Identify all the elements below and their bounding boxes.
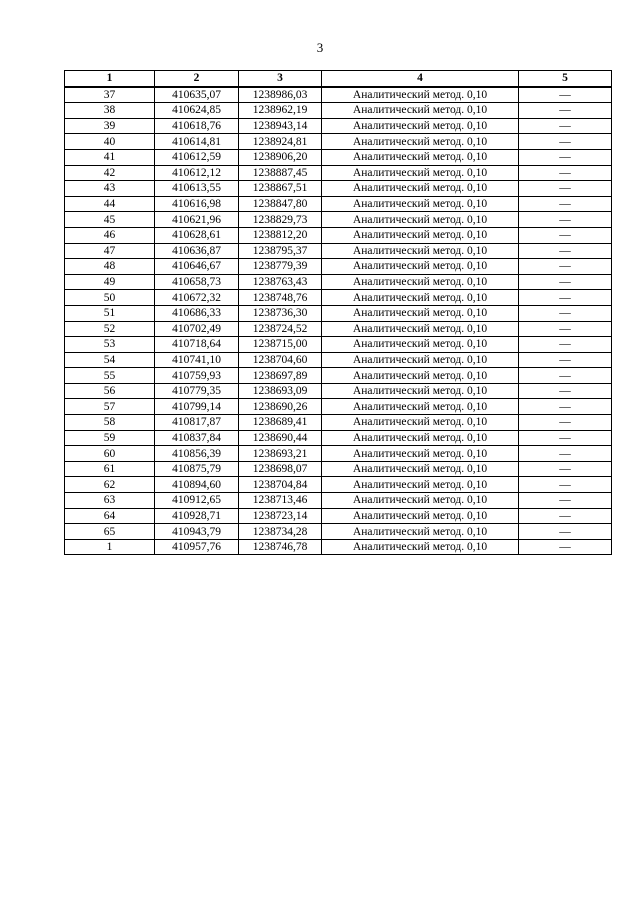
note-cell: — xyxy=(519,118,612,134)
point-number-cell: 50 xyxy=(65,290,155,306)
note-cell: — xyxy=(519,181,612,197)
x-coordinate-cell: 410612,59 xyxy=(155,149,239,165)
y-coordinate-cell: 1238779,39 xyxy=(239,259,322,275)
y-coordinate-cell: 1238847,80 xyxy=(239,196,322,212)
x-coordinate-cell: 410943,79 xyxy=(155,524,239,540)
y-coordinate-cell: 1238734,28 xyxy=(239,524,322,540)
point-number-cell: 38 xyxy=(65,103,155,119)
table-row xyxy=(65,103,612,119)
x-coordinate-cell: 410741,10 xyxy=(155,352,239,368)
point-number-cell: 55 xyxy=(65,368,155,384)
x-coordinate-cell: 410759,93 xyxy=(155,368,239,384)
point-number-cell: 46 xyxy=(65,227,155,243)
y-coordinate-cell: 1238736,30 xyxy=(239,305,322,321)
note-cell: — xyxy=(519,383,612,399)
method-accuracy-cell: Аналитический метод. 0,10 xyxy=(322,165,519,181)
point-number-cell: 40 xyxy=(65,134,155,150)
note-cell: — xyxy=(519,321,612,337)
note-cell: — xyxy=(519,196,612,212)
table-body xyxy=(65,87,612,555)
method-accuracy-cell: Аналитический метод. 0,10 xyxy=(322,181,519,197)
y-coordinate-cell: 1238693,21 xyxy=(239,446,322,462)
method-accuracy-cell: Аналитический метод. 0,10 xyxy=(322,524,519,540)
table-row xyxy=(65,493,612,509)
coordinates-table xyxy=(64,70,612,555)
method-accuracy-cell: Аналитический метод. 0,10 xyxy=(322,196,519,212)
note-cell: — xyxy=(519,165,612,181)
x-coordinate-cell: 410856,39 xyxy=(155,446,239,462)
point-number-cell: 49 xyxy=(65,274,155,290)
method-accuracy-cell: Аналитический метод. 0,10 xyxy=(322,337,519,353)
method-accuracy-cell: Аналитический метод. 0,10 xyxy=(322,212,519,228)
point-number-cell: 45 xyxy=(65,212,155,228)
x-coordinate-cell: 410621,96 xyxy=(155,212,239,228)
y-coordinate-cell: 1238746,78 xyxy=(239,539,322,555)
y-coordinate-cell: 1238698,07 xyxy=(239,461,322,477)
note-cell: — xyxy=(519,274,612,290)
point-number-cell: 53 xyxy=(65,337,155,353)
header-col-3: 3 xyxy=(239,71,322,87)
x-coordinate-cell: 410612,12 xyxy=(155,165,239,181)
note-cell: — xyxy=(519,368,612,384)
note-cell: — xyxy=(519,524,612,540)
point-number-cell: 54 xyxy=(65,352,155,368)
y-coordinate-cell: 1238723,14 xyxy=(239,508,322,524)
y-coordinate-cell: 1238704,84 xyxy=(239,477,322,493)
note-cell: — xyxy=(519,493,612,509)
y-coordinate-cell: 1238867,51 xyxy=(239,181,322,197)
x-coordinate-cell: 410616,98 xyxy=(155,196,239,212)
y-coordinate-cell: 1238986,03 xyxy=(239,87,322,103)
table-row xyxy=(65,524,612,540)
x-coordinate-cell: 410636,87 xyxy=(155,243,239,259)
point-number-cell: 59 xyxy=(65,430,155,446)
point-number-cell: 52 xyxy=(65,321,155,337)
y-coordinate-cell: 1238829,73 xyxy=(239,212,322,228)
x-coordinate-cell: 410875,79 xyxy=(155,461,239,477)
method-accuracy-cell: Аналитический метод. 0,10 xyxy=(322,539,519,555)
y-coordinate-cell: 1238763,43 xyxy=(239,274,322,290)
table-row xyxy=(65,508,612,524)
x-coordinate-cell: 410635,07 xyxy=(155,87,239,103)
x-coordinate-cell: 410613,55 xyxy=(155,181,239,197)
header-col-1: 1 xyxy=(65,71,155,87)
point-number-cell: 47 xyxy=(65,243,155,259)
method-accuracy-cell: Аналитический метод. 0,10 xyxy=(322,415,519,431)
point-number-cell: 56 xyxy=(65,383,155,399)
point-number-cell: 37 xyxy=(65,87,155,103)
x-coordinate-cell: 410957,76 xyxy=(155,539,239,555)
method-accuracy-cell: Аналитический метод. 0,10 xyxy=(322,399,519,415)
page-number: 3 xyxy=(316,40,324,55)
method-accuracy-cell: Аналитический метод. 0,10 xyxy=(322,274,519,290)
method-accuracy-cell: Аналитический метод. 0,10 xyxy=(322,243,519,259)
y-coordinate-cell: 1238795,37 xyxy=(239,243,322,259)
y-coordinate-cell: 1238887,45 xyxy=(239,165,322,181)
method-accuracy-cell: Аналитический метод. 0,10 xyxy=(322,227,519,243)
note-cell: — xyxy=(519,430,612,446)
note-cell: — xyxy=(519,134,612,150)
note-cell: — xyxy=(519,243,612,259)
x-coordinate-cell: 410718,64 xyxy=(155,337,239,353)
y-coordinate-cell: 1238693,09 xyxy=(239,383,322,399)
method-accuracy-cell: Аналитический метод. 0,10 xyxy=(322,149,519,165)
table-row xyxy=(65,461,612,477)
x-coordinate-cell: 410928,71 xyxy=(155,508,239,524)
table-row xyxy=(65,212,612,228)
note-cell: — xyxy=(519,399,612,415)
y-coordinate-cell: 1238724,52 xyxy=(239,321,322,337)
note-cell: — xyxy=(519,415,612,431)
note-cell: — xyxy=(519,305,612,321)
table-row xyxy=(65,181,612,197)
table-row xyxy=(65,321,612,337)
note-cell: — xyxy=(519,508,612,524)
point-number-cell: 64 xyxy=(65,508,155,524)
y-coordinate-cell: 1238748,76 xyxy=(239,290,322,306)
method-accuracy-cell: Аналитический метод. 0,10 xyxy=(322,430,519,446)
method-accuracy-cell: Аналитический метод. 0,10 xyxy=(322,118,519,134)
method-accuracy-cell: Аналитический метод. 0,10 xyxy=(322,461,519,477)
table-row xyxy=(65,134,612,150)
note-cell: — xyxy=(519,259,612,275)
x-coordinate-cell: 410912,65 xyxy=(155,493,239,509)
x-coordinate-cell: 410672,32 xyxy=(155,290,239,306)
point-number-cell: 62 xyxy=(65,477,155,493)
table-row xyxy=(65,368,612,384)
table-row xyxy=(65,165,612,181)
method-accuracy-cell: Аналитический метод. 0,10 xyxy=(322,508,519,524)
table-row xyxy=(65,539,612,555)
y-coordinate-cell: 1238812,20 xyxy=(239,227,322,243)
table-row xyxy=(65,290,612,306)
table-row xyxy=(65,337,612,353)
y-coordinate-cell: 1238715,00 xyxy=(239,337,322,353)
x-coordinate-cell: 410817,87 xyxy=(155,415,239,431)
method-accuracy-cell: Аналитический метод. 0,10 xyxy=(322,383,519,399)
note-cell: — xyxy=(519,87,612,103)
point-number-cell: 41 xyxy=(65,149,155,165)
note-cell: — xyxy=(519,477,612,493)
y-coordinate-cell: 1238689,41 xyxy=(239,415,322,431)
x-coordinate-cell: 410686,33 xyxy=(155,305,239,321)
note-cell: — xyxy=(519,149,612,165)
note-cell: — xyxy=(519,446,612,462)
table-row xyxy=(65,118,612,134)
table-row xyxy=(65,227,612,243)
note-cell: — xyxy=(519,337,612,353)
point-number-cell: 63 xyxy=(65,493,155,509)
point-number-cell: 61 xyxy=(65,461,155,477)
table-row xyxy=(65,477,612,493)
x-coordinate-cell: 410799,14 xyxy=(155,399,239,415)
header-row xyxy=(65,71,612,87)
point-number-cell: 48 xyxy=(65,259,155,275)
y-coordinate-cell: 1238704,60 xyxy=(239,352,322,368)
table-row xyxy=(65,399,612,415)
method-accuracy-cell: Аналитический метод. 0,10 xyxy=(322,477,519,493)
y-coordinate-cell: 1238697,89 xyxy=(239,368,322,384)
note-cell: — xyxy=(519,212,612,228)
header-col-4: 4 xyxy=(322,71,519,87)
x-coordinate-cell: 410628,61 xyxy=(155,227,239,243)
point-number-cell: 43 xyxy=(65,181,155,197)
y-coordinate-cell: 1238690,26 xyxy=(239,399,322,415)
method-accuracy-cell: Аналитический метод. 0,10 xyxy=(322,259,519,275)
point-number-cell: 57 xyxy=(65,399,155,415)
note-cell: — xyxy=(519,539,612,555)
table-row xyxy=(65,446,612,462)
point-number-cell: 44 xyxy=(65,196,155,212)
table-row xyxy=(65,415,612,431)
y-coordinate-cell: 1238713,46 xyxy=(239,493,322,509)
y-coordinate-cell: 1238943,14 xyxy=(239,118,322,134)
x-coordinate-cell: 410837,84 xyxy=(155,430,239,446)
method-accuracy-cell: Аналитический метод. 0,10 xyxy=(322,493,519,509)
note-cell: — xyxy=(519,227,612,243)
table-row xyxy=(65,149,612,165)
point-number-cell: 39 xyxy=(65,118,155,134)
point-number-cell: 1 xyxy=(65,539,155,555)
y-coordinate-cell: 1238924,81 xyxy=(239,134,322,150)
table-row xyxy=(65,196,612,212)
header-col-2: 2 xyxy=(155,71,239,87)
table-row xyxy=(65,274,612,290)
method-accuracy-cell: Аналитический метод. 0,10 xyxy=(322,103,519,119)
x-coordinate-cell: 410618,76 xyxy=(155,118,239,134)
note-cell: — xyxy=(519,103,612,119)
method-accuracy-cell: Аналитический метод. 0,10 xyxy=(322,305,519,321)
point-number-cell: 60 xyxy=(65,446,155,462)
method-accuracy-cell: Аналитический метод. 0,10 xyxy=(322,321,519,337)
x-coordinate-cell: 410614,81 xyxy=(155,134,239,150)
note-cell: — xyxy=(519,461,612,477)
table-row xyxy=(65,87,612,103)
header-col-5: 5 xyxy=(519,71,612,87)
method-accuracy-cell: Аналитический метод. 0,10 xyxy=(322,352,519,368)
point-number-cell: 58 xyxy=(65,415,155,431)
y-coordinate-cell: 1238962,19 xyxy=(239,103,322,119)
note-cell: — xyxy=(519,290,612,306)
method-accuracy-cell: Аналитический метод. 0,10 xyxy=(322,368,519,384)
method-accuracy-cell: Аналитический метод. 0,10 xyxy=(322,134,519,150)
table-header xyxy=(65,71,612,87)
method-accuracy-cell: Аналитический метод. 0,10 xyxy=(322,290,519,306)
table-row xyxy=(65,352,612,368)
point-number-cell: 51 xyxy=(65,305,155,321)
method-accuracy-cell: Аналитический метод. 0,10 xyxy=(322,87,519,103)
point-number-cell: 65 xyxy=(65,524,155,540)
table-row xyxy=(65,430,612,446)
x-coordinate-cell: 410894,60 xyxy=(155,477,239,493)
x-coordinate-cell: 410624,85 xyxy=(155,103,239,119)
table-row xyxy=(65,259,612,275)
x-coordinate-cell: 410779,35 xyxy=(155,383,239,399)
table-row xyxy=(65,305,612,321)
y-coordinate-cell: 1238690,44 xyxy=(239,430,322,446)
x-coordinate-cell: 410646,67 xyxy=(155,259,239,275)
x-coordinate-cell: 410658,73 xyxy=(155,274,239,290)
x-coordinate-cell: 410702,49 xyxy=(155,321,239,337)
method-accuracy-cell: Аналитический метод. 0,10 xyxy=(322,446,519,462)
note-cell: — xyxy=(519,352,612,368)
table-row xyxy=(65,243,612,259)
table-row xyxy=(65,383,612,399)
y-coordinate-cell: 1238906,20 xyxy=(239,149,322,165)
point-number-cell: 42 xyxy=(65,165,155,181)
